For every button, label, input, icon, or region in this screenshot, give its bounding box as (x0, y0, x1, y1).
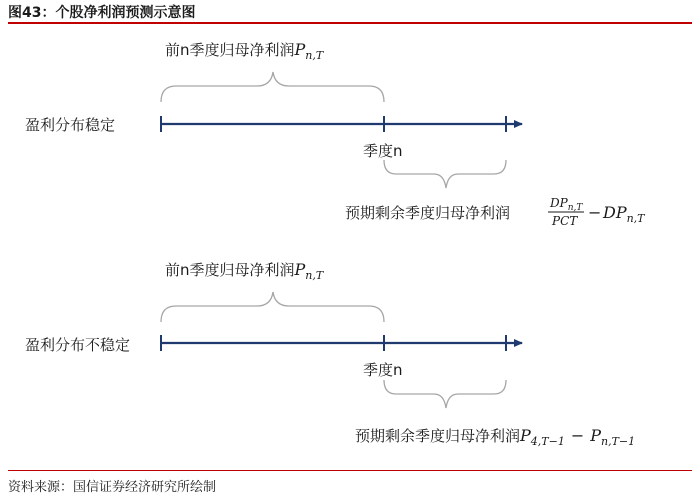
panel-unstable (25, 260, 635, 448)
past-period-label: 前n季度归母净利润$P_{n,T}$ (165, 260, 324, 282)
forecast-formula (548, 196, 646, 228)
fraction-numerator: $DP_{n,T}$ (550, 196, 583, 213)
dp-term: $DP_{n,T}$ (603, 203, 645, 225)
remaining-period-brace (384, 160, 506, 188)
remaining-period-label: 预期剩余季度归母净利润 (345, 204, 511, 222)
past-period-brace (161, 292, 384, 322)
source-rule (8, 470, 692, 471)
quarter-label: 季度n (363, 361, 403, 379)
row-label-unstable: 盈利分布不稳定 (25, 336, 131, 354)
figure-title: 图43：个股净利润预测示意图 (8, 5, 196, 21)
remaining-period-label: 预期剩余季度归母净利润$P_{4,T-1} - P_{n,T-1}$ (355, 426, 636, 448)
fraction-denominator: PCT (552, 214, 578, 228)
row-label-stable: 盈利分布稳定 (25, 116, 116, 134)
panel-stable (25, 40, 646, 228)
source-note: 资料来源：国信证券经济研究所绘制 (8, 480, 217, 495)
past-period-brace (161, 72, 384, 102)
quarter-label: 季度n (363, 142, 403, 160)
minus-sign: − (588, 203, 602, 222)
remaining-period-brace (384, 380, 506, 408)
past-period-label: 前n季度归母净利润$P_{n,T}$ (165, 40, 324, 62)
